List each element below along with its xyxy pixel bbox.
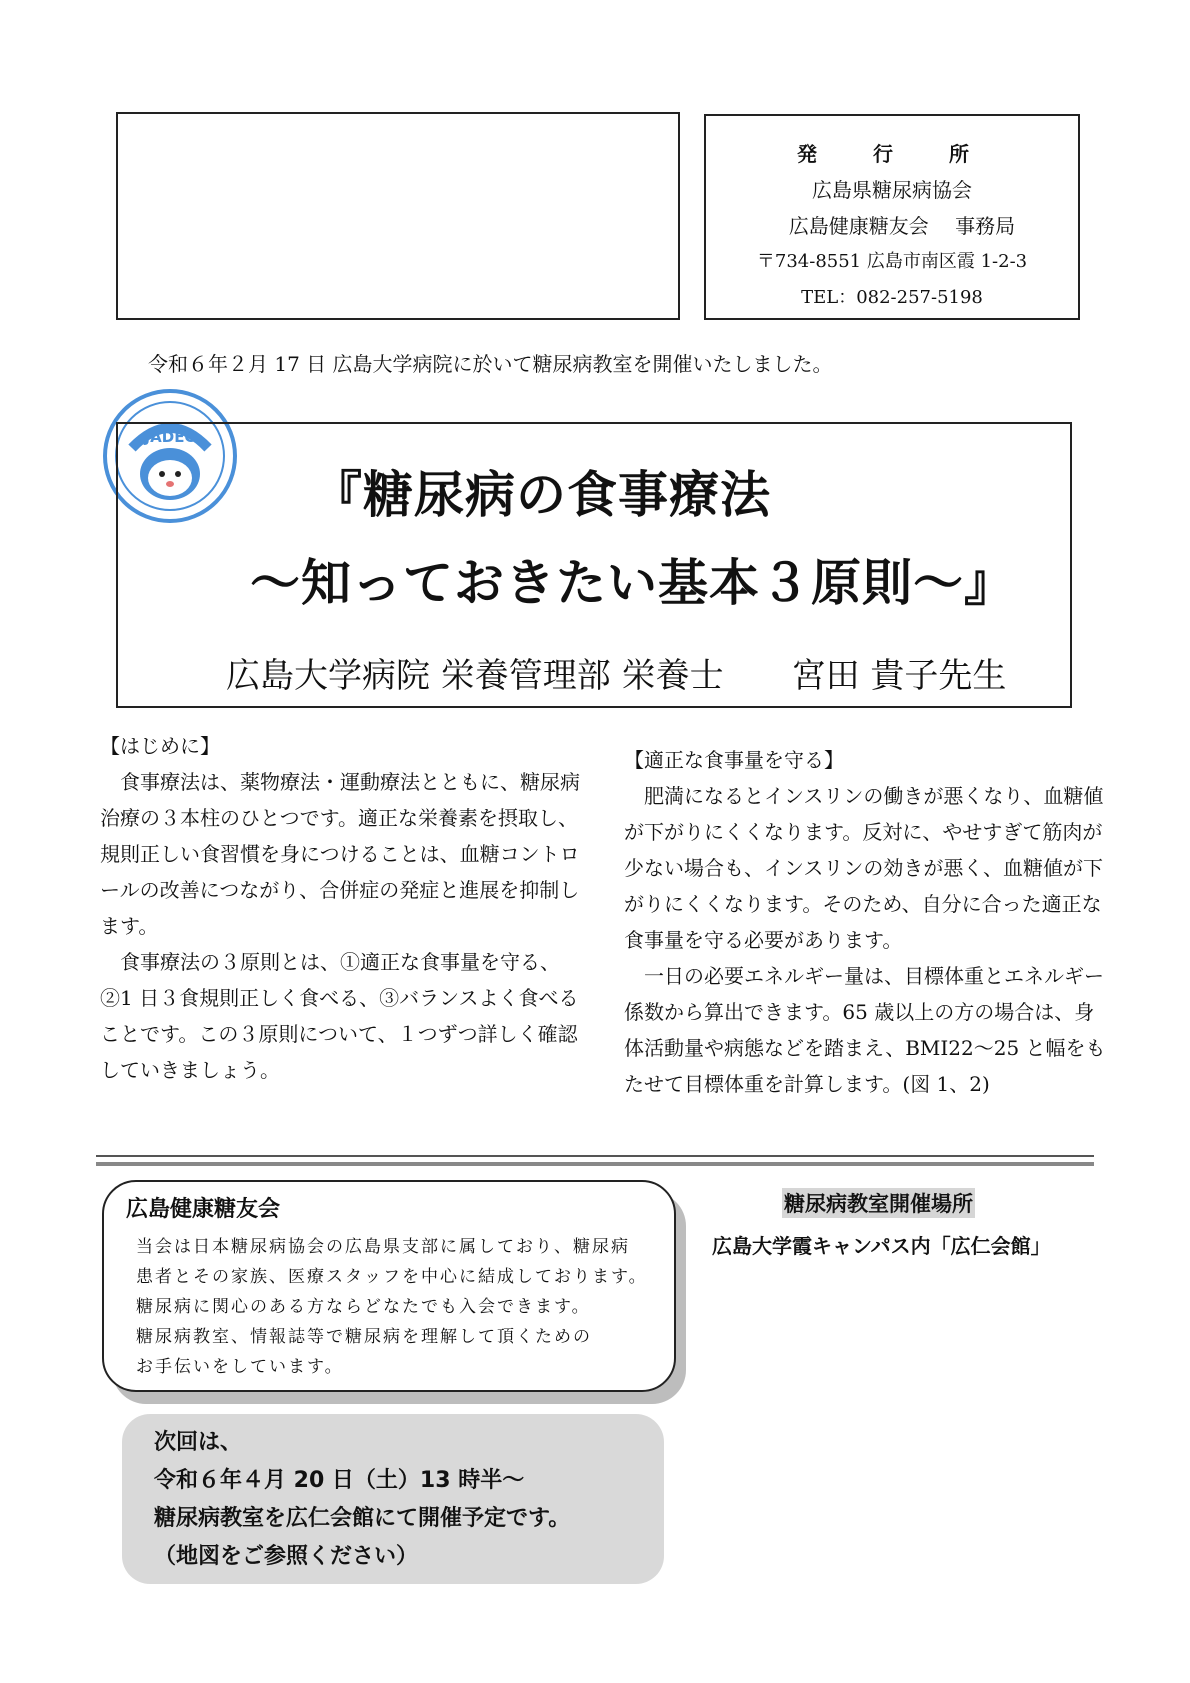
publisher-heading: 発 行 所 <box>797 142 987 166</box>
association-description <box>136 1232 676 1382</box>
divider <box>96 1155 1094 1157</box>
paragraph: 一日の必要エネルギー量は、目標体重とエネルギー係数から算出できます。65 歳以上の方の場合は、身体活動量や病態などを踏まえ、BMI22～25 と幅をもたせて目標体重を計算します。(図 1、2) <box>624 964 1106 1096</box>
paragraph: 食事療法の３原則とは、①適正な食事量を守る、②1 日３食規則正しく食べる、③バランスよく食べることです。この３原則について、１つずつ詳しく確認していきましょう。 <box>100 950 579 1082</box>
next-session-line: 次回は、 <box>154 1430 243 1455</box>
blank-frame <box>116 112 680 320</box>
portion-column <box>624 742 1106 1102</box>
association-line: 糖尿病に関心のある方ならどなたでも入会できます。 <box>136 1297 591 1317</box>
association-line: 当会は日本糖尿病協会の広島県支部に属しており、糖尿病 <box>136 1237 630 1257</box>
association-line: 患者とその家族、医療スタッフを中心に結成しております。 <box>136 1267 648 1287</box>
paragraph: 肥満になるとインスリンの働きが悪くなり、血糖値が下がりにくくなります。反対に、やせすぎて筋肉が少ない場合も、インスリンの効きが悪く、血糖値が下がりにくくなります。そのため、自分に合った適正な食事量を守る必要があります。 <box>624 784 1104 952</box>
publisher-box <box>704 114 1080 320</box>
lecture-title-line1: 『糖尿病の食事療法 <box>312 466 771 524</box>
intro-column <box>100 728 582 1088</box>
section-heading: 【はじめに】 <box>100 734 220 758</box>
next-session-line: （地図をご参照ください） <box>154 1544 419 1569</box>
paragraph: 食事療法は、薬物療法・運動療法とともに、糖尿病治療の３本柱のひとつです。適正な栄養素を摂取し、規則正しい食習慣を身につけることは、血糖コントロールの改善につながり、合併症の発症と進展を抑制します。 <box>100 770 580 938</box>
speaker-name: 広島大学病院 栄養管理部 栄養士 宮田 貴子先生 <box>226 656 1007 696</box>
association-line: 糖尿病教室、情報誌等で糖尿病を理解して頂くための <box>136 1327 592 1347</box>
next-session-date: 令和６年４月 20 日（土）13 時半～ <box>154 1468 525 1493</box>
publisher-line: 広島健康糖友会 事務局 <box>788 214 1016 238</box>
publisher-address: 〒734-8551 広島市南区霞 1-2-3 <box>756 251 1028 272</box>
intro-text: 令和６年２月 17 日 広島大学病院に於いて糖尿病教室を開催いたしました。 <box>148 352 833 376</box>
publisher-tel: TEL：082-257-5198 <box>801 287 983 308</box>
logo-text: JADEC <box>144 428 196 446</box>
association-title: 広島健康糖友会 <box>126 1196 281 1222</box>
publisher-line: 広島県糖尿病協会 <box>812 178 972 202</box>
section-heading: 【適正な食事量を守る】 <box>624 748 844 772</box>
lecture-title-line2: ～知っておきたい基本３原則～』 <box>250 554 1015 612</box>
venue-name: 広島大学霞キャンパス内「広仁会館」 <box>712 1234 1051 1258</box>
divider <box>96 1162 1094 1166</box>
next-session-line: 糖尿病教室を広仁会館にて開催予定です。 <box>154 1506 571 1531</box>
association-line: お手伝いをしています。 <box>136 1357 344 1377</box>
next-session-text <box>154 1424 570 1576</box>
venue-label: 糖尿病教室開催場所 <box>782 1188 975 1218</box>
